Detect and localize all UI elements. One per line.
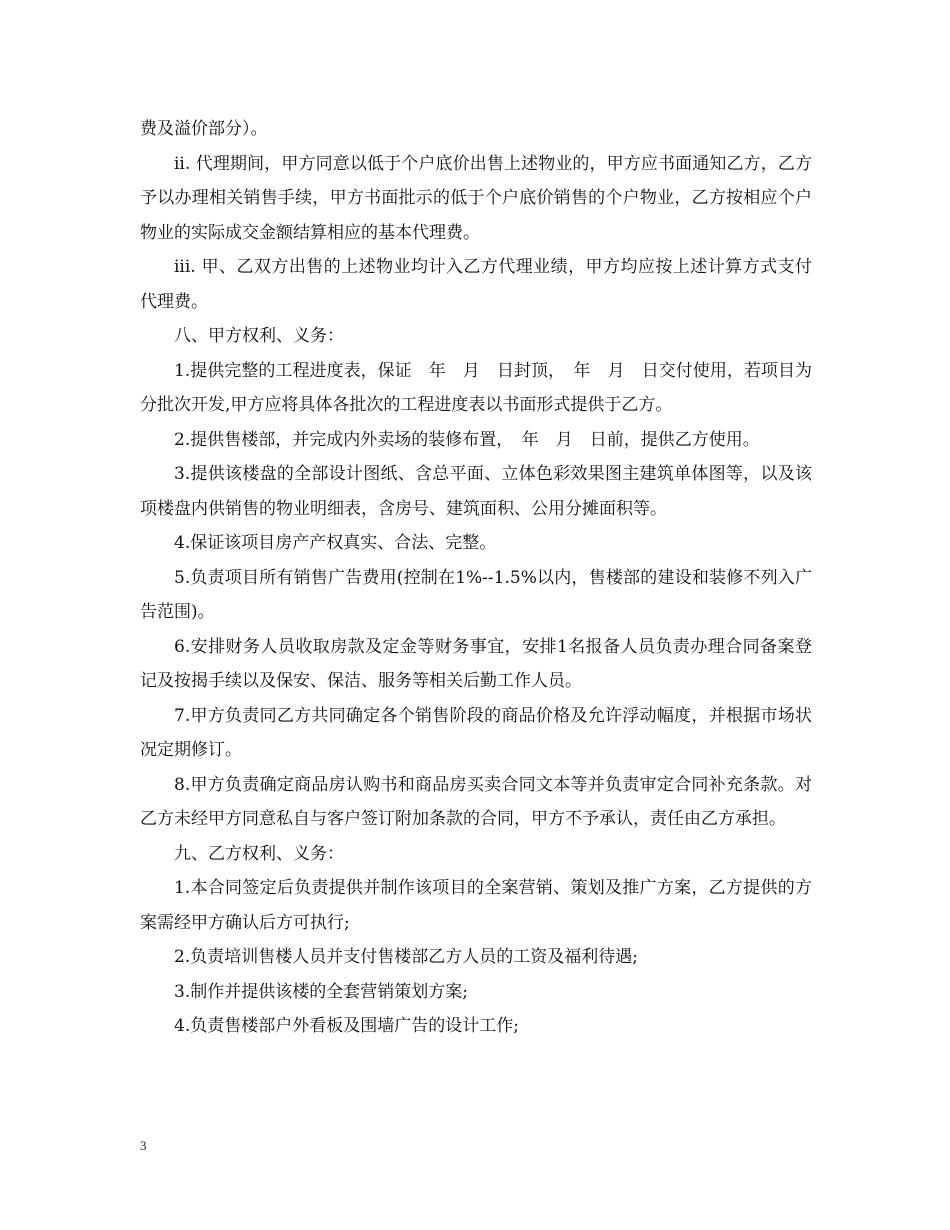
document-body	[140, 112, 812, 1044]
paragraph-a-5: 5.负责项目所有销售广告费用(控制在1%--1.5%以内，售楼部的建设和装修不列入广告范围)。	[140, 567, 812, 622]
paragraph-b-2: 2.负责培训售楼人员并支付售楼部乙方人员的工资及福利待遇;	[174, 947, 638, 967]
paragraph-clause-ii: ii. 代理期间，甲方同意以低于个户底价出售上述物业的，甲方应书面通知乙方，乙方予以办理相关销售手续，甲方书面批示的低于个户底价销售的个户物业，乙方按相应个户物业的实际成交金额结算相应的基本代理费。	[140, 153, 812, 243]
paragraph-a-3: 3.提供该楼盘的全部设计图纸、含总平面、立体色彩效果图主建筑单体图等，以及该项楼盘内供销售的物业明细表，含房号、建筑面积、公用分摊面积等。	[140, 464, 812, 519]
section-heading-party-b: 九、乙方权利、义务：	[174, 843, 344, 864]
paragraph-a-6: 6.安排财务人员收取房款及定金等财务事宜，安排1名报备人员负责办理合同备案登记及按揭手续以及保安、保洁、服务等相关后勤工作人员。	[140, 636, 812, 691]
paragraph-continuation: 费及溢价部分）。	[140, 119, 268, 139]
paragraph-a-2: 2.提供售楼部，并完成内外卖场的装修布置， 年 月 日前，提供乙方使用。	[174, 429, 760, 450]
paragraph-a-8: 8.甲方负责确定商品房认购书和商品房买卖合同文本等并负责审定合同补充条款。对乙方未经甲方同意私自与客户签订附加条款的合同，甲方不予承认，责任由乙方承担。	[140, 774, 812, 829]
paragraph-a-7: 7.甲方负责同乙方共同确定各个销售阶段的商品价格及允许浮动幅度，并根据市场状况定期修订。	[140, 705, 812, 760]
paragraph-b-4: 4.负责售楼部户外看板及围墙广告的设计工作;	[174, 1016, 519, 1036]
section-heading-party-a: 八、甲方权利、义务：	[174, 326, 344, 346]
paragraph-b-3: 3.制作并提供该楼的全套营销策划方案;	[174, 981, 468, 1002]
paragraph-b-1: 1.本合同签定后负责提供并制作该项目的全案营销、策划及推广方案，乙方提供的方案需经甲方确认后方可执行;	[140, 878, 812, 933]
paragraph-a-1: 1.提供完整的工程进度表，保证 年 月 日封顶， 年 月 日交付使用，若项目为分批次开发,甲方应将具体各批次的工程进度表以书面形式提供于乙方。	[140, 360, 812, 415]
page-number: 3	[140, 1138, 147, 1153]
paragraph-clause-iii: iii. 甲、乙双方出售的上述物业均计入乙方代理业绩，甲方均应按上述计算方式支付代理费。	[140, 257, 812, 312]
paragraph-a-4: 4.保证该项目房产产权真实、合法、完整。	[174, 533, 497, 553]
